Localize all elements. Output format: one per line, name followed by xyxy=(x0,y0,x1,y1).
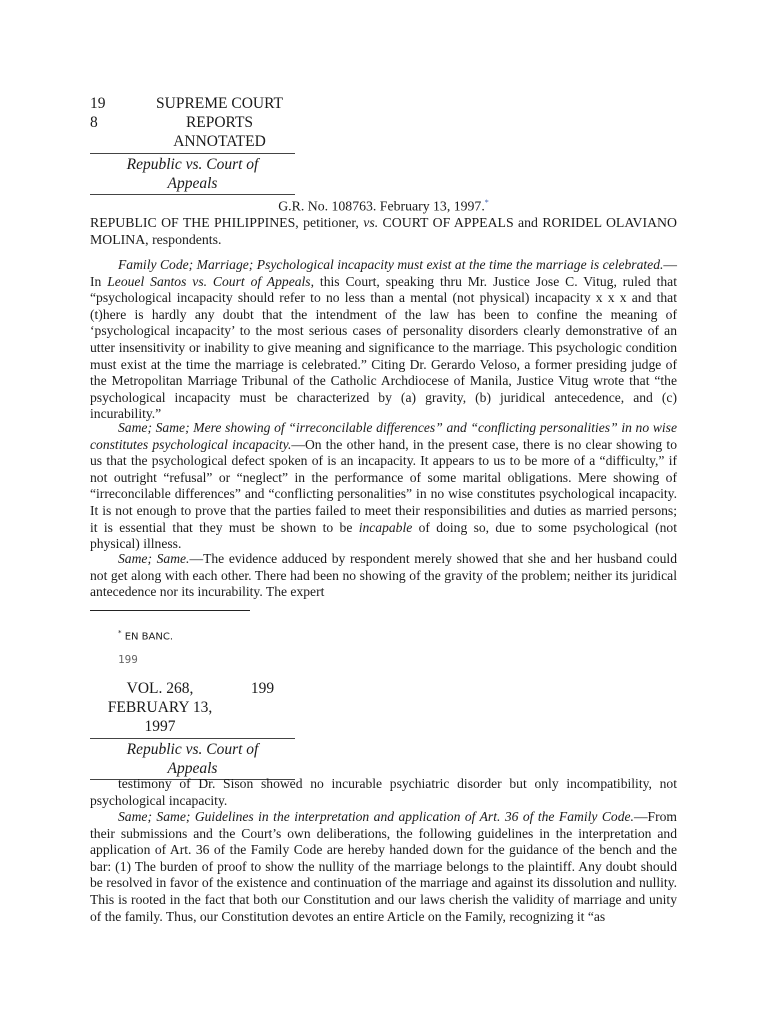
footnote: * EN BANC. xyxy=(118,629,174,643)
volume-label: VOL. 268, xyxy=(126,680,194,697)
date-line2: 1997 xyxy=(144,718,176,735)
page-number: 199 xyxy=(250,680,275,697)
page-marker: 199 xyxy=(118,653,138,666)
date-line1: FEBRUARY 13, xyxy=(107,699,213,716)
syllabus-paragraph-3: Same; Same.—The evidence adduced by respondent merely showed that she and her husband could not get along with each other. There had been no showing of the gravity of the problem; neither its juridical antecedence nor its incurability. The expert xyxy=(90,551,678,600)
gr-number: G.R. No. 108763. February 13, 1997.* xyxy=(278,198,489,214)
case-caption xyxy=(90,195,677,248)
page-number-bottom: 8 xyxy=(90,114,98,131)
syllabus-paragraph-1: Family Code; Marriage; Psychological incapacity must exist at the time the marriage is celebrated.—In Leouel Santos vs. Court of Appeals, this Court, speaking thru Mr. Justice Jose C. Vitug, ruled that “psychological incapacity should refer to no less than a mental (not physical) incapacity x x x and that (t)here is hardly any doubt that the intendment of the law has been to confine the meaning of ‘psychological incapacity’ to the most serious cases of personality disorders clearly demonstrative of an utter insensitivity or inability to give meaning and significance to the marriage. This psychologic condition must exist at the time the marriage is celebrated.” Citing Dr. Gerardo Veloso, a former presiding judge of the Metropolitan Marriage Tribunal of the Catholic Archdiocese of Manila, Justice Vitug wrote that “the psychological incapacity must be characterized by (a) gravity, (b) juridical antecedence, and (c) incurability.” xyxy=(90,257,677,422)
case-short-title-2: Republic vs. Court of Appeals xyxy=(90,738,295,780)
running-header xyxy=(90,94,295,195)
reporter-title-line2: REPORTS xyxy=(185,114,254,131)
page-number-top: 19 xyxy=(90,95,106,112)
page2-paragraph-2: Same; Same; Guidelines in the interpretation and application of Art. 36 of the Family Code.—From their submissions and the Court’s own deliberations, the following guidelines in the interpretation and application of Art. 36 of the Family Code are hereby handed down for the guidance of the bench and the bar: (1) The burden of proof to show the nullity of the marriage belongs to the plaintiff. Any doubt should be resolved in favor of the existence and continuation of the marriage and against its dissolution and nullity. This is rooted in the fact that both our Constitution and our laws cherish the validity of marriage and unity of the family. Thus, our Constitution devotes an entire Article on the Family, recognizing it “as xyxy=(90,809,677,924)
page2-paragraph-1: testimony of Dr. Sison showed no incurable psychiatric disorder but only incompatibility, not psychological incapacity. xyxy=(90,776,677,808)
footnote-divider xyxy=(90,610,250,611)
case-parties: REPUBLIC OF THE PHILIPPINES, petitioner, vs. COURT OF APPEALS and RORIDEL OLAVIANO MOLINA, respondents. xyxy=(90,215,677,247)
syllabus-paragraph-2: Same; Same; Mere showing of “irreconcilable differences” and “conflicting personalities” in no wise constitutes psychological incapacity.—On the other hand, in the present case, there is no clear showing to us that the psychological defect spoken of is an incapacity. It appears to us to be more of a “difficulty,” if not outright “refusal” or “neglect” in the performance of some marital obligations. Mere showing of “irreconcilable differences” and “conflicting personalities” in no wise constitutes psychological incapacity. It is not enough to prove that the parties failed to meet their responsibilities and duties as married persons; it is essential that they must be shown to be incapable of doing so, due to some psychological (not physical) illness. xyxy=(90,420,677,552)
running-header-2 xyxy=(90,679,295,780)
reporter-title-line1: SUPREME COURT xyxy=(156,95,283,112)
case-short-title: Republic vs. Court of Appeals xyxy=(90,153,295,195)
reporter-title-line3: ANNOTATED xyxy=(173,133,266,150)
